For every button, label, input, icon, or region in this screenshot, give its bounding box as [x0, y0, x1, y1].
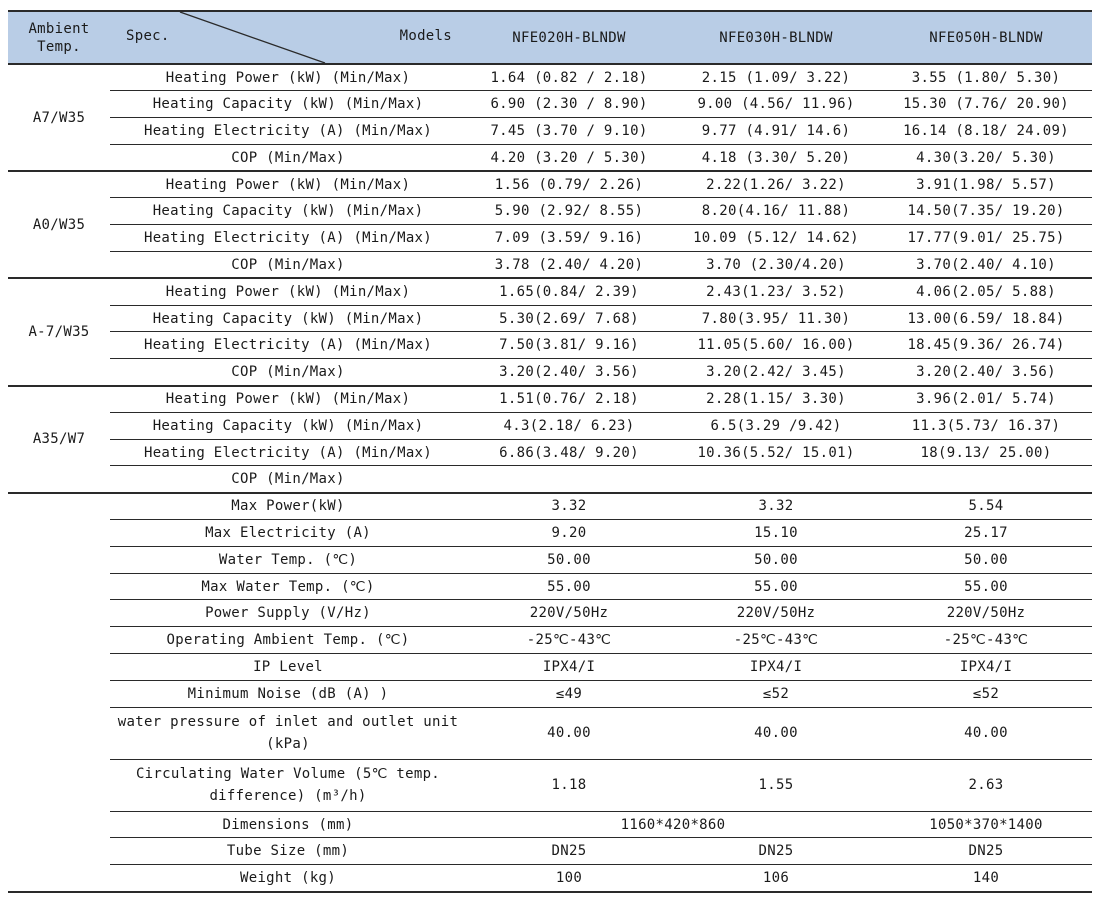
spec-value: ≤52 [880, 680, 1092, 707]
spec-value: -25℃-43℃ [880, 627, 1092, 654]
table-row [8, 64, 1092, 91]
spec-value: 106 [672, 865, 880, 892]
header-models: Models [399, 28, 452, 44]
ambient-condition-label: A0/W35 [8, 171, 110, 278]
spec-value: DN25 [672, 838, 880, 865]
spec-value: 15.30 (7.76/ 20.90) [880, 91, 1092, 118]
blank-cell [8, 546, 110, 573]
spec-label: Max Water Temp. (℃) [110, 573, 466, 600]
blank-cell [8, 493, 110, 520]
header-model-2: NFE030H-BLNDW [672, 11, 880, 64]
spec-table [8, 10, 1092, 893]
spec-label: Minimum Noise (dB (A) ) [110, 680, 466, 707]
spec-value: 40.00 [880, 707, 1092, 759]
table-row [8, 332, 1092, 359]
spec-value: 25.17 [880, 520, 1092, 547]
spec-value [466, 466, 672, 493]
spec-value: 10.36(5.52/ 15.01) [672, 439, 880, 466]
spec-value: 1.56 (0.79/ 2.26) [466, 171, 672, 198]
blank-cell [8, 759, 110, 811]
table-row [8, 546, 1092, 573]
spec-value: 40.00 [672, 707, 880, 759]
spec-label: water pressure of inlet and outlet unit (kPa) [110, 707, 466, 759]
spec-value: 7.80(3.95/ 11.30) [672, 305, 880, 332]
spec-label: Heating Electricity (A) (Min/Max) [110, 225, 466, 252]
spec-value: 15.10 [672, 520, 880, 547]
spec-value: 11.05(5.60/ 16.00) [672, 332, 880, 359]
spec-value: 3.78 (2.40/ 4.20) [466, 252, 672, 279]
spec-value: 4.30(3.20/ 5.30) [880, 144, 1092, 171]
spec-value: 3.70 (2.30/4.20) [672, 252, 880, 279]
blank-cell [8, 654, 110, 681]
header-spec: Spec. [126, 28, 170, 44]
table-row [8, 520, 1092, 547]
table-row [8, 573, 1092, 600]
table-row [8, 171, 1092, 198]
table-row [8, 305, 1092, 332]
spec-label: Heating Power (kW) (Min/Max) [110, 278, 466, 305]
spec-label: Max Power(kW) [110, 493, 466, 520]
spec-label: Heating Capacity (kW) (Min/Max) [110, 412, 466, 439]
table-row [8, 811, 1092, 838]
blank-cell [8, 865, 110, 892]
table-row [8, 600, 1092, 627]
table-row [8, 439, 1092, 466]
table-row [8, 144, 1092, 171]
table-row [8, 252, 1092, 279]
spec-value [672, 466, 880, 493]
header-spec-models [110, 11, 466, 64]
spec-value: 140 [880, 865, 1092, 892]
blank-cell [8, 811, 110, 838]
spec-value: 50.00 [466, 546, 672, 573]
spec-label: COP (Min/Max) [110, 466, 466, 493]
spec-label: Dimensions (mm) [110, 811, 466, 838]
spec-value: 18(9.13/ 25.00) [880, 439, 1092, 466]
spec-value: 1050*370*1400 [880, 811, 1092, 838]
blank-cell [8, 627, 110, 654]
ambient-condition-label: A7/W35 [8, 64, 110, 171]
spec-value: 10.09 (5.12/ 14.62) [672, 225, 880, 252]
spec-value: 4.3(2.18/ 6.23) [466, 412, 672, 439]
spec-label: Heating Power (kW) (Min/Max) [110, 386, 466, 413]
table-row [8, 466, 1092, 493]
spec-value: 8.20(4.16/ 11.88) [672, 198, 880, 225]
spec-value: 220V/50Hz [466, 600, 672, 627]
table-row [8, 359, 1092, 386]
spec-value: 3.96(2.01/ 5.74) [880, 386, 1092, 413]
spec-value: 55.00 [466, 573, 672, 600]
spec-label: Max Electricity (A) [110, 520, 466, 547]
spec-value: 7.45 (3.70 / 9.10) [466, 118, 672, 145]
table-row [8, 225, 1092, 252]
spec-value: IPX4/I [880, 654, 1092, 681]
table-row [8, 627, 1092, 654]
spec-label: COP (Min/Max) [110, 252, 466, 279]
spec-value: 2.43(1.23/ 3.52) [672, 278, 880, 305]
spec-label: Heating Capacity (kW) (Min/Max) [110, 198, 466, 225]
spec-value: DN25 [466, 838, 672, 865]
spec-value: 220V/50Hz [672, 600, 880, 627]
spec-value: 9.00 (4.56/ 11.96) [672, 91, 880, 118]
table-row [8, 759, 1092, 811]
spec-value: 1.65(0.84/ 2.39) [466, 278, 672, 305]
spec-value: 9.20 [466, 520, 672, 547]
spec-value: 3.70(2.40/ 4.10) [880, 252, 1092, 279]
spec-label: Heating Electricity (A) (Min/Max) [110, 332, 466, 359]
spec-value: 55.00 [672, 573, 880, 600]
spec-value: ≤49 [466, 680, 672, 707]
ambient-condition-label: A35/W7 [8, 386, 110, 493]
spec-value: 14.50(7.35/ 19.20) [880, 198, 1092, 225]
table-body [8, 64, 1092, 892]
spec-value: 1.51(0.76/ 2.18) [466, 386, 672, 413]
spec-value: 100 [466, 865, 672, 892]
spec-value: 16.14 (8.18/ 24.09) [880, 118, 1092, 145]
blank-cell [8, 707, 110, 759]
spec-value: 9.77 (4.91/ 14.6) [672, 118, 880, 145]
spec-value: 5.30(2.69/ 7.68) [466, 305, 672, 332]
spec-label: Heating Power (kW) (Min/Max) [110, 64, 466, 91]
spec-value: 1.64 (0.82 / 2.18) [466, 64, 672, 91]
table-row [8, 198, 1092, 225]
spec-value: 13.00(6.59/ 18.84) [880, 305, 1092, 332]
blank-cell [8, 680, 110, 707]
spec-label: Heating Electricity (A) (Min/Max) [110, 118, 466, 145]
spec-value: 6.90 (2.30 / 8.90) [466, 91, 672, 118]
spec-label: IP Level [110, 654, 466, 681]
spec-value: 3.55 (1.80/ 5.30) [880, 64, 1092, 91]
spec-label: Operating Ambient Temp. (℃) [110, 627, 466, 654]
table-row [8, 707, 1092, 759]
spec-value: -25℃-43℃ [466, 627, 672, 654]
spec-value: 4.18 (3.30/ 5.20) [672, 144, 880, 171]
spec-value: 7.09 (3.59/ 9.16) [466, 225, 672, 252]
spec-label: Power Supply (V/Hz) [110, 600, 466, 627]
table-row [8, 493, 1092, 520]
spec-value: 40.00 [466, 707, 672, 759]
blank-cell [8, 838, 110, 865]
spec-value: 3.20(2.42/ 3.45) [672, 359, 880, 386]
spec-value [880, 466, 1092, 493]
spec-value: -25℃-43℃ [672, 627, 880, 654]
table-row [8, 838, 1092, 865]
spec-label: COP (Min/Max) [110, 144, 466, 171]
spec-value: 2.28(1.15/ 3.30) [672, 386, 880, 413]
spec-value: 3.32 [466, 493, 672, 520]
blank-cell [8, 600, 110, 627]
spec-value: ≤52 [672, 680, 880, 707]
spec-label: Heating Electricity (A) (Min/Max) [110, 439, 466, 466]
spec-label: COP (Min/Max) [110, 359, 466, 386]
spec-value: 6.5(3.29 /9.42) [672, 412, 880, 439]
header-model-3: NFE050H-BLNDW [880, 11, 1092, 64]
blank-cell [8, 573, 110, 600]
spec-value: IPX4/I [466, 654, 672, 681]
spec-label: Tube Size (mm) [110, 838, 466, 865]
spec-value: 1.18 [466, 759, 672, 811]
spec-value: 5.54 [880, 493, 1092, 520]
spec-value: 18.45(9.36/ 26.74) [880, 332, 1092, 359]
table-row [8, 91, 1092, 118]
header-model-1: NFE020H-BLNDW [466, 11, 672, 64]
spec-label: Heating Capacity (kW) (Min/Max) [110, 91, 466, 118]
spec-label: Circulating Water Volume (5℃ temp. difference) (m³/h) [110, 759, 466, 811]
table-row [8, 278, 1092, 305]
spec-value: 17.77(9.01/ 25.75) [880, 225, 1092, 252]
header-row [8, 11, 1092, 64]
spec-value: 4.20 (3.20 / 5.30) [466, 144, 672, 171]
spec-label: Heating Power (kW) (Min/Max) [110, 171, 466, 198]
spec-value: 5.90 (2.92/ 8.55) [466, 198, 672, 225]
spec-value: 11.3(5.73/ 16.37) [880, 412, 1092, 439]
spec-value: 3.91(1.98/ 5.57) [880, 171, 1092, 198]
table-row [8, 412, 1092, 439]
spec-value: 4.06(2.05/ 5.88) [880, 278, 1092, 305]
spec-value: 3.20(2.40/ 3.56) [466, 359, 672, 386]
spec-value: 2.15 (1.09/ 3.22) [672, 64, 880, 91]
spec-label: Weight (kg) [110, 865, 466, 892]
spec-value: 2.63 [880, 759, 1092, 811]
spec-label: Heating Capacity (kW) (Min/Max) [110, 305, 466, 332]
table-row [8, 386, 1092, 413]
spec-value: 1.55 [672, 759, 880, 811]
table-row [8, 680, 1092, 707]
spec-value: 7.50(3.81/ 9.16) [466, 332, 672, 359]
spec-value: 55.00 [880, 573, 1092, 600]
ambient-condition-label: A-7/W35 [8, 278, 110, 385]
table-row [8, 118, 1092, 145]
spec-value: 2.22(1.26/ 3.22) [672, 171, 880, 198]
table-row [8, 865, 1092, 892]
spec-value: DN25 [880, 838, 1092, 865]
blank-cell [8, 520, 110, 547]
spec-value: 3.32 [672, 493, 880, 520]
spec-value: 50.00 [880, 546, 1092, 573]
spec-value: 3.20(2.40/ 3.56) [880, 359, 1092, 386]
spec-label: Water Temp. (℃) [110, 546, 466, 573]
spec-value-merged: 1160*420*860 [466, 811, 880, 838]
spec-value: IPX4/I [672, 654, 880, 681]
table-row [8, 654, 1092, 681]
spec-value: 6.86(3.48/ 9.20) [466, 439, 672, 466]
spec-value: 220V/50Hz [880, 600, 1092, 627]
header-ambient: Ambient Temp. [8, 11, 110, 64]
spec-value: 50.00 [672, 546, 880, 573]
